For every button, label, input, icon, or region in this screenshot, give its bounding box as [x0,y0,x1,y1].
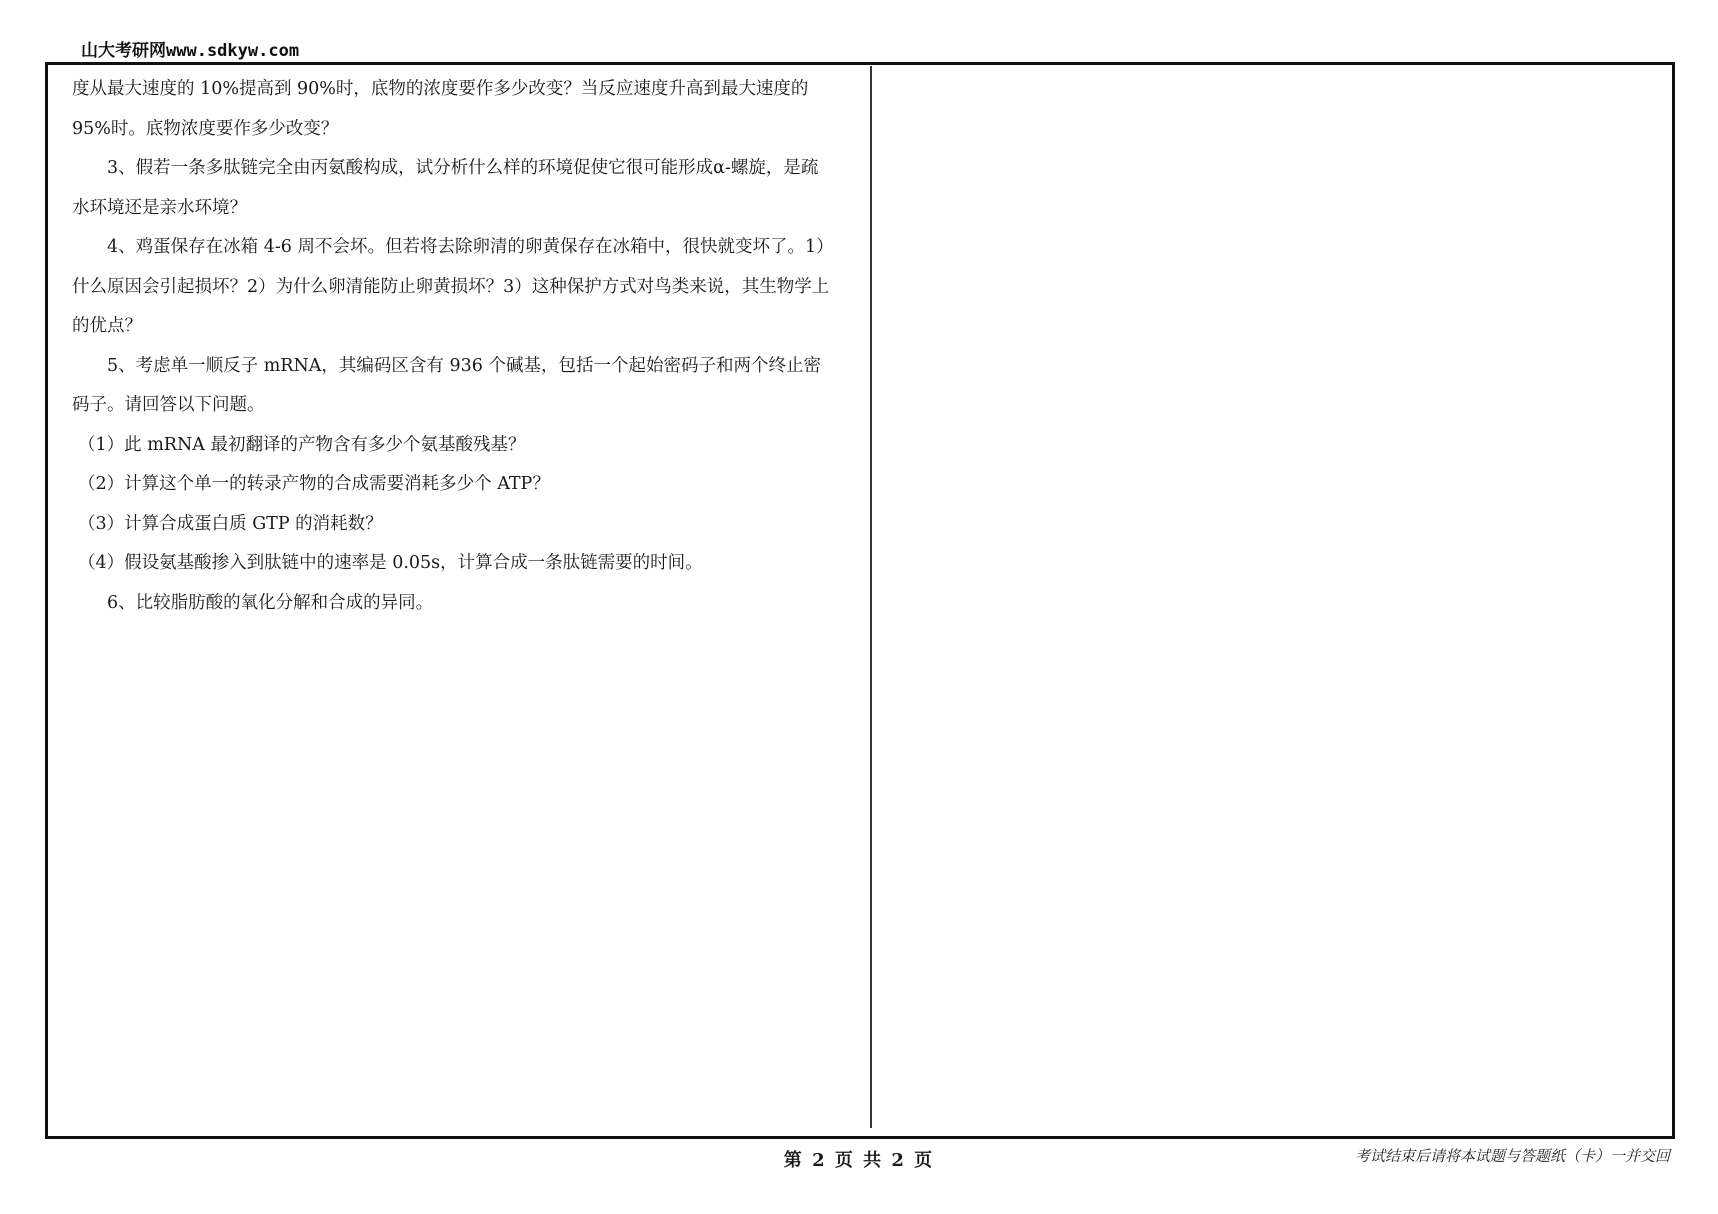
question-6: 6、比较脂肪酸的氧化分解和合成的异同。 [107,592,434,613]
question-column-left [72,70,832,623]
question-5-part-2: （2）计算这个单一的转录产物的合成需要消耗多少个 ATP？ [78,474,550,494]
question-5-part-1: （1）此 mRNA 最初翻译的产物含有多少个氨基酸残基？ [78,434,526,455]
question-5: 5、考虑单一顺反子 mRNA，其编码区含有 936 个碱基，包括一个起始密码子和两个终止密码子。请回答以下问题。 [72,355,821,415]
question-3: 3、假若一条多肽链完全由丙氨酸构成，试分析什么样的环境促使它很可能形成α-螺旋，是疏水环境还是亲水环境？ [72,158,819,218]
footer-instruction: 考试结束后请将本试题与答题纸（卡）一并交回 [1354,1147,1670,1165]
question-5-part-3: （3）计算合成蛋白质 GTP 的消耗数？ [78,513,383,534]
page-number: 第 2 页 共 2 页 [783,1150,935,1171]
site-watermark-header: 山大考研网www.sdkyw.com [81,41,300,61]
question-2-continuation: 度从最大速度的 10%提高到 90%时，底物的浓度要作多少改变？当反应速度升高到最大速度的 95%时。底物浓度要作多少改变？ [72,79,809,139]
column-divider [870,66,872,1128]
question-4: 4、鸡蛋保存在冰箱 4-6 周不会坏。但若将去除卵清的卵黄保存在冰箱中，很快就变坏了。1）什么原因会引起损坏？2）为什么卵清能防止卵黄损坏？3）这种保护方式对鸟类来说，其生物学上的优点？ [72,237,830,336]
question-5-part-4: （4）假设氨基酸掺入到肽链中的速率是 0.05s，计算合成一条肽链需要的时间。 [78,553,703,573]
